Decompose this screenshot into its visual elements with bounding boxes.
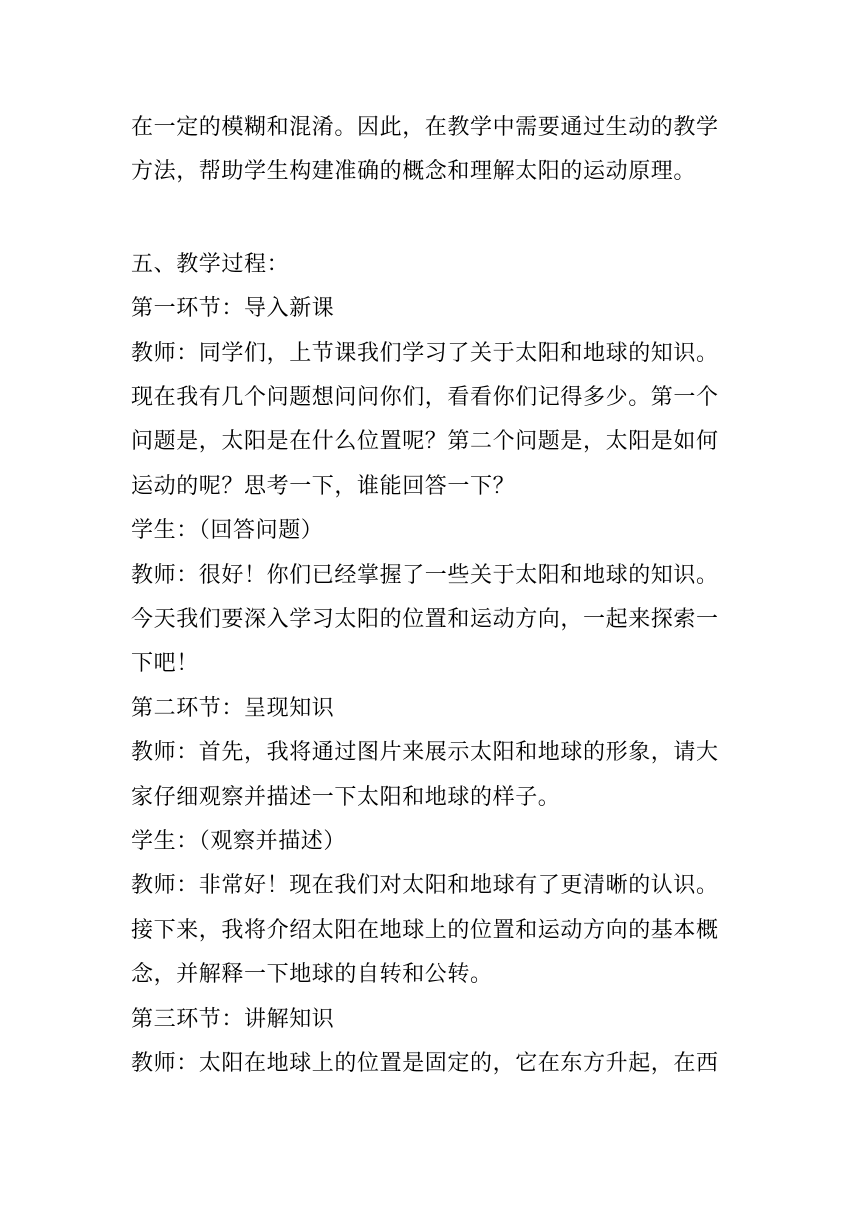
text-line: 今天我们要深入学习太阳的位置和运动方向，一起来探索一 <box>131 607 719 632</box>
text-line: 下吧！ <box>131 651 199 676</box>
text-line: 在一定的模糊和混淆。因此，在教学中需要通过生动的教学 <box>131 115 719 140</box>
text-line: 念，并解释一下地球的自转和公转。 <box>131 962 493 987</box>
text-line: 教师：首先，我将通过图片来展示太阳和地球的形象，请大 <box>131 740 719 765</box>
stage-heading: 第一环节：导入新课 <box>131 296 335 321</box>
text-line: 问题是，太阳是在什么位置呢？第二个问题是，太阳是如何 <box>131 429 719 454</box>
text-line: 运动的呢？思考一下，谁能回答一下？ <box>131 474 516 499</box>
text-line: 现在我有几个问题想问问你们，看看你们记得多少。第一个 <box>131 385 719 410</box>
text-line: 接下来，我将介绍太阳在地球上的位置和运动方向的基本概 <box>131 918 719 943</box>
text-line: 教师：很好！你们已经掌握了一些关于太阳和地球的知识。 <box>131 563 719 588</box>
text-line: 教师：非常好！现在我们对太阳和地球有了更清晰的认识。 <box>131 873 719 898</box>
text-line: 学生：（观察并描述） <box>131 829 347 854</box>
text-line: 学生：（回答问题） <box>131 518 324 543</box>
section-heading: 五、教学过程： <box>131 252 290 277</box>
text-line: 教师：同学们，上节课我们学习了关于太阳和地球的知识。 <box>131 341 719 366</box>
stage-heading: 第二环节：呈现知识 <box>131 696 335 721</box>
text-line: 教师：太阳在地球上的位置是固定的，它在东方升起，在西 <box>131 1051 719 1076</box>
text-line: 家仔细观察并描述一下太阳和地球的样子。 <box>131 785 561 810</box>
text-line: 方法，帮助学生构建准确的概念和理解太阳的运动原理。 <box>131 159 697 184</box>
stage-heading: 第三环节：讲解知识 <box>131 1007 335 1032</box>
